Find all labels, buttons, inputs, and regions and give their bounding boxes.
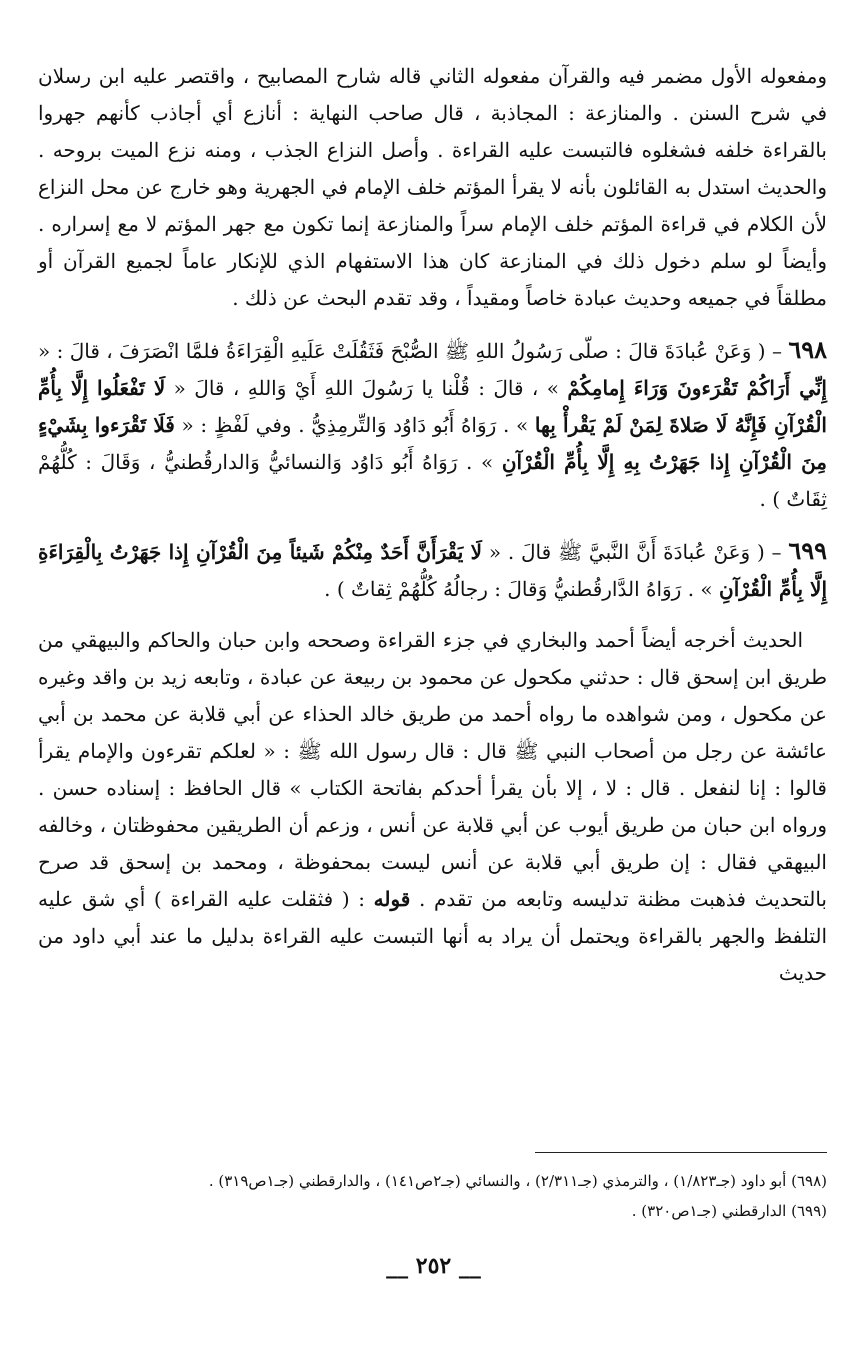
footnote-699: (٦٩٩) الدارقطني (جـ١ص٣٢٠) .	[631, 1202, 827, 1220]
footnote-divider	[535, 1152, 827, 1153]
hadith-698-part1: – ( وَعَنْ عُبادَةَ قالَ : صلّى رَسُولُ اللهِ ﷺ الصُّبْحَ فَثَقُلَتْ عَلَيهِ الْقِرَاءَةُ فلمَّا انْصَرَفَ ، قالَ : «	[38, 339, 789, 363]
hadith-699-text	[38, 532, 827, 608]
hadith-698-part4: » . رَوَاهُ أَبُو دَاوُد وَالنسائيُّ وَالدارقُطنيُّ ، وَقَالَ : كُلُّهُمْ ثِقَاتٌ ) .	[38, 450, 827, 511]
hadith-698-quote2: لَا تَفْعَلُوا إِلَّا بِأُمِّ الْقُرْآنِ فَإِنَّهُ لَا صَلاةَ لِمَنْ لَمْ يَقْرأْ بِها	[38, 376, 827, 437]
hadith-699-number: ٦٩٩	[788, 536, 827, 565]
page-number-value: ٢٥٢	[415, 1253, 452, 1279]
hadith-698-number: ٦٩٨	[788, 335, 828, 364]
footnote-698: (٦٩٨) أبو داود (جـ١/٨٢٣) ، والترمذي (جـ٢/٣١١) ، والنسائي (جـ٢ص١٤١) ، والدارقطني (جـ١ص٣١٩) .	[208, 1172, 827, 1190]
page-number-dash-left: __	[451, 1253, 481, 1279]
hadith-699-part1: – ( وَعَنْ عُبادَةَ أَنَّ النَّبيَّ ﷺ قالَ . «	[482, 540, 789, 564]
commentary-text	[38, 622, 827, 992]
hadith-698-text	[38, 331, 827, 518]
commentary-paragraph	[38, 622, 827, 992]
main-text	[38, 58, 827, 992]
hadith-698-part3: » . رَوَاهُ أَبُو دَاوُد وَالتِّرمِذِيُّ . وفي لَفْظٍ : «	[174, 413, 535, 437]
commentary-label: قوله	[373, 887, 411, 911]
hadith-699	[38, 532, 827, 608]
intro-paragraph	[38, 58, 827, 317]
hadith-699-part2: » . رَوَاهُ الدَّارقُطنيُّ وَقالَ : رجالُهُ كُلُّهُمْ ثِقاتٌ ) .	[324, 577, 720, 601]
page-number-dash-right: __	[386, 1253, 416, 1279]
hadith-699-quote1: لَا يَقْرَأَنَّ أَحَدٌ مِنْكُمْ شَيئاً مِنَ الْقُرْآنِ إِذا جَهَرْتُ بِالْقِرَاءَةِ إِلَّا بِأُمِّ الْقُرْآنِ	[38, 540, 827, 601]
page-number	[0, 1253, 867, 1279]
hadith-698	[38, 331, 827, 518]
commentary-part2: : ( فثقلت عليه القراءة ) أي شق عليه التلفظ والجهر بالقراءة ويحتمل أن يراد به أنها التبست عليه القراءة بدليل ما عند أبي داود من حديث	[38, 887, 827, 985]
hadith-698-part2: » ، قالَ : قُلْنا يا رَسُولَ اللهِ أَيْ وَاللهِ ، قالَ «	[165, 376, 568, 400]
intro-text: ومفعوله الأول مضمر فيه والقرآن مفعوله الثاني قاله شارح المصابيح ، واقتصر عليه ابن رسلان في شرح السنن . والمنازعة : المجاذبة ، قال صاحب النهاية : أنازع أي أجاذب كأنهم جهروا بالقراءة خلفه فشغلوه فالتبست عليه القراءة . وأصل النزاع الجذب ، ومنه نزع الميت بروحه . والحديث استدل به القائلون بأنه لا يقرأ المؤتم خلف الإمام في الجهرية وهو خارج عن محل النزاع لأن الكلام في قراءة المؤتم خلف الإمام سراً والمنازعة إنما تكون مع جهر المؤتم لا مع إسراره . وأيضاً لو سلم دخول ذلك في المنازعة كان هذا الاستفهام الذي للإنكار عاماً لجميع القرآن أو مطلقاً في جميعه وحديث عبادة خاصاً ومقيداً ، وقد تقدم البحث عن ذلك .	[38, 64, 828, 310]
footnotes	[38, 1166, 827, 1226]
commentary-part1: الحديث أخرجه أيضاً أحمد والبخاري في جزء القراءة وصححه وابن حبان والحاكم والبيهقي من طريق ابن إسحق قال : حدثني مكحول عن محمود بن ربيعة عن عبادة ، وتابعه زيد بن واقد وغيره عن مكحول ، ومن شواهده ما رواه أحمد من طريق خالد الحذاء عن أبي قلابة عن محمد بن أبي عائشة عن رجل من أصحاب النبي ﷺ قال : قال رسول الله ﷺ : « لعلكم تقرءون والإمام يقرأ قالوا : إنا لنفعل . قال : لا ، إلا بأن يقرأ أحدكم بفاتحة الكتاب » قال الحافظ : إسناده حسن . ورواه ابن حبان من طريق أيوب عن أبي قلابة عن أنس ، وزعم أن الطريقين محفوظتان ، وخالفه البيهقي فقال : إن طريق أبي قلابة عن أنس ليست بمحفوظة ، ومحمد بن إسحق قد صرح بالتحديث فذهبت مظنة تدليسه وتابعه من تقدم .	[38, 628, 827, 911]
hadith-698-quote1: إِنِّي أَرَاكُمْ تَقْرَءونَ وَرَاءَ إِمامِكُمْ	[567, 376, 827, 400]
hadith-698-quote3: فَلَا تَقْرَءوا بِشَيْءٍ مِنَ الْقُرْآنِ إِذا جَهَرْتُ بِهِ إِلَّا بِأُمِّ الْقُرْآنِ	[38, 413, 828, 474]
